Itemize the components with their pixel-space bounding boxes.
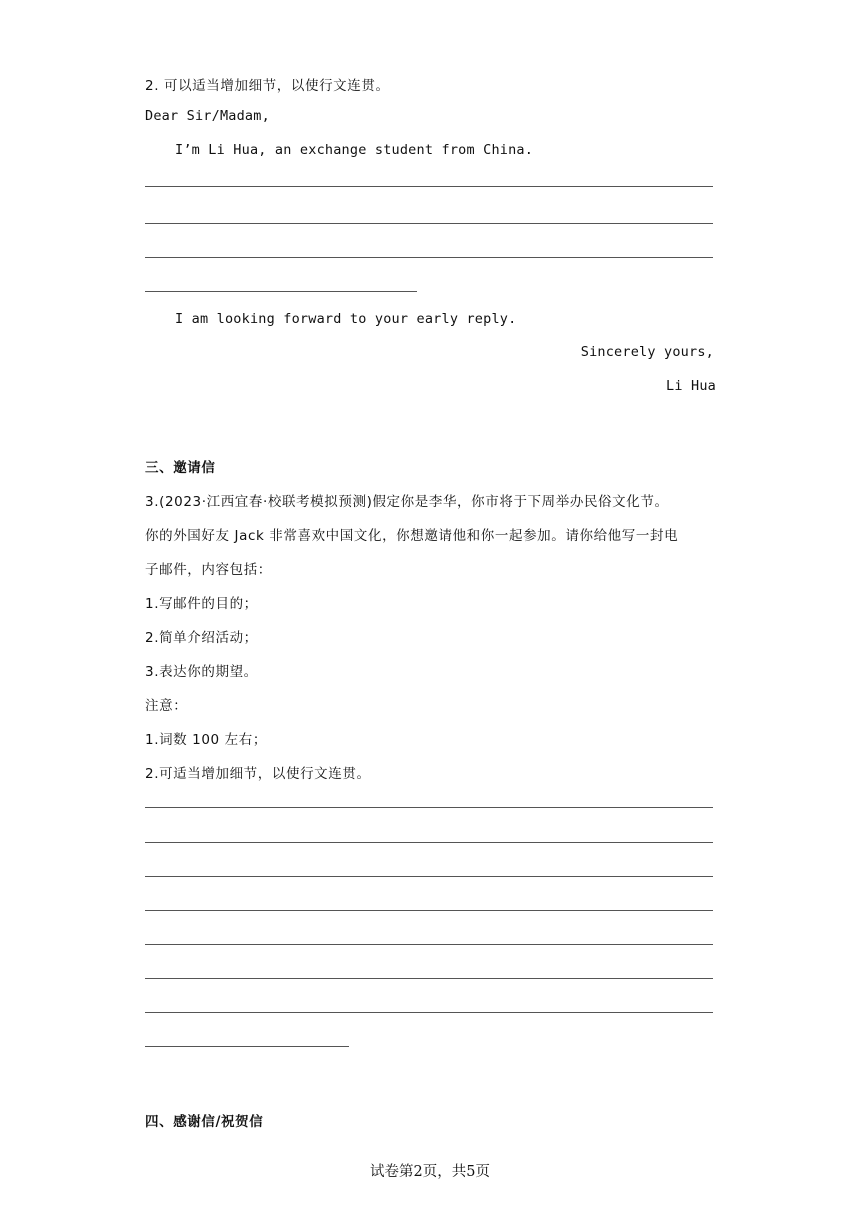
question-text-line3: 子邮件，内容包括： (145, 562, 272, 578)
letter-opening-line: I’m Li Hua, an exchange student from China. (175, 142, 534, 158)
answer-line-short (145, 1046, 349, 1047)
question-text-line1: 3.(2023·江西宜春·校联考模拟预测)假定你是李华，你市将于下周举办民俗文化节。 (145, 494, 669, 510)
section-heading-invitation: 三、邀请信 (145, 460, 216, 476)
note-item: 1.词数 100 左右； (145, 732, 267, 748)
requirement-item: 2.简单介绍活动； (145, 630, 258, 646)
answer-line (145, 223, 713, 224)
note-item-2: 2. 可以适当增加细节，以使行文连贯。 (145, 78, 390, 94)
note-label: 注意： (145, 698, 188, 714)
letter-closing-line: I am looking forward to your early reply. (175, 311, 517, 327)
note-item: 2.可适当增加细节，以使行文连贯。 (145, 766, 371, 782)
page-footer: 试卷第2页，共5页 (370, 1164, 490, 1180)
question-text-line2: 你的外国好友 Jack 非常喜欢中国文化，你想邀请他和你一起参加。请你给他写一封电 (145, 528, 679, 544)
answer-line (145, 842, 713, 843)
requirement-item: 3.表达你的期望。 (145, 664, 258, 680)
answer-line (145, 910, 713, 911)
answer-line (145, 876, 713, 877)
requirement-item: 1.写邮件的目的； (145, 596, 258, 612)
answer-line (145, 978, 713, 979)
answer-line (145, 807, 713, 808)
answer-line (145, 944, 713, 945)
answer-line-short (145, 291, 417, 292)
section-heading-thanks-congrats: 四、感谢信/祝贺信 (145, 1114, 264, 1130)
answer-line (145, 257, 713, 258)
letter-salutation: Dear Sir/Madam, (145, 108, 270, 124)
answer-line (145, 1012, 713, 1013)
answer-line (145, 186, 713, 187)
letter-sign-off: Sincerely yours, (580, 344, 714, 360)
letter-signature: Li Hua (666, 378, 716, 394)
